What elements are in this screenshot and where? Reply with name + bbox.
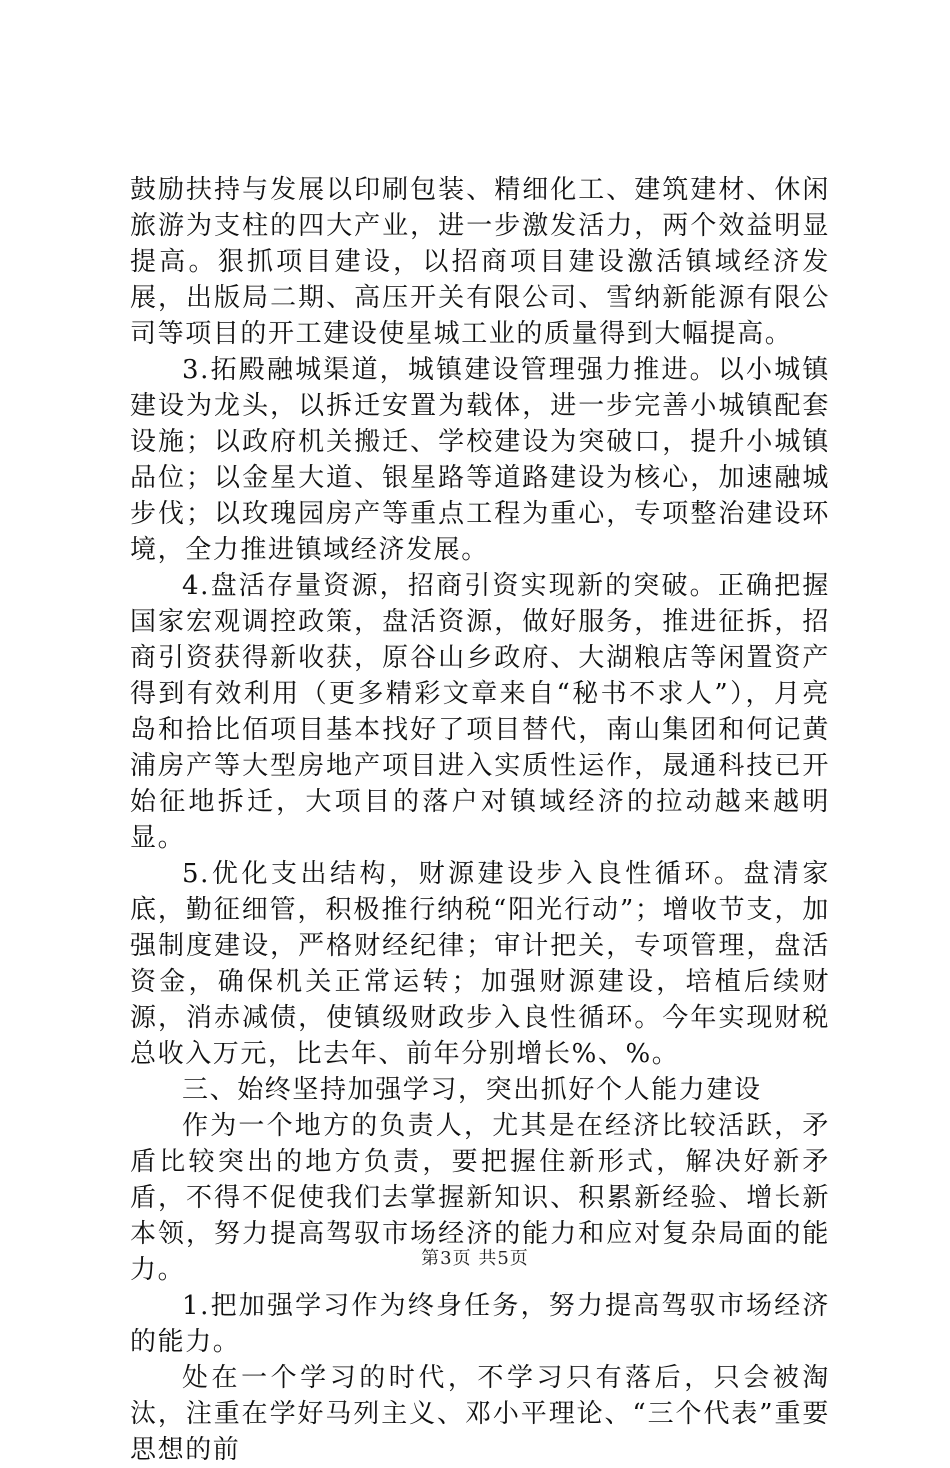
paragraph-learning-era: 处在一个学习的时代，不学习只有落后，只会被淘汰，注重在学好马列主义、邓小平理论、“三个代表”重要思想的前	[130, 1363, 830, 1465]
paragraph-industry-development: 鼓励扶持与发展以印刷包装、精细化工、建筑建材、休闲旅游为支柱的四大产业，进一步激发活力，两个效益明显提高。狠抓项目建设，以招商项目建设激活镇域经济发展，出版局二期、高压开关有限公司、雪纳新能源有限公司等项目的开工建设使星城工业的质量得到大幅提高。	[130, 175, 830, 349]
paragraph-town-construction: 3.拓殿融城渠道，城镇建设管理强力推进。以小城镇建设为龙头，以拆迁安置为载体，进一步完善小城镇配套设施；以政府机关搬迁、学校建设为突破口，提升小城镇品位；以金星大道、银星路等道路建设为核心，加速融城步伐；以玫瑰园房产等重点工程为重心，专项整治建设环境，全力推进镇域经济发展。	[130, 355, 830, 565]
paragraph-investment-attraction: 4.盘活存量资源，招商引资实现新的突破。正确把握国家宏观调控政策，盘活资源，做好服务，推进征拆，招商引资获得新收获，原谷山乡政府、大湖粮店等闲置资产得到有效利用（更多精彩文章来自“秘书不求人”），月亮岛和拾比佰项目基本找好了项目替代，南山集团和何记黄浦房产等大型房地产项目进入实质性运作，晟通科技已开始征地拆迁，大项目的落户对镇域经济的拉动越来越明显。	[130, 571, 830, 853]
document-body	[130, 172, 830, 1468]
section-heading-learning: 三、始终坚持加强学习，突出抓好个人能力建设	[182, 1075, 762, 1105]
page-number-footer: 第3页 共5页	[421, 1248, 529, 1269]
paragraph-responsibility: 作为一个地方的负责人，尤其是在经济比较活跃，矛盾比较突出的地方负责，要把握住新形式，解决好新矛盾，不得不促使我们去掌握新知识、积累新经验、增长新本领，努力提高驾驭市场经济的能力和应对复杂局面的能力。	[130, 1111, 830, 1285]
paragraph-fiscal-structure: 5.优化支出结构，财源建设步入良性循环。盘清家底，勤征细管，积极推行纳税“阳光行动”；增收节支，加强制度建设，严格财经纪律；审计把关，专项管理，盘活资金，确保机关正常运转；加强财源建设，培植后续财源，消赤减债，使镇级财政步入良性循环。今年实现财税总收入万元，比去年、前年分别增长%、%。	[130, 859, 830, 1069]
paragraph-lifelong-learning: 1.把加强学习作为终身任务，努力提高驾驭市场经济的能力。	[130, 1291, 830, 1357]
